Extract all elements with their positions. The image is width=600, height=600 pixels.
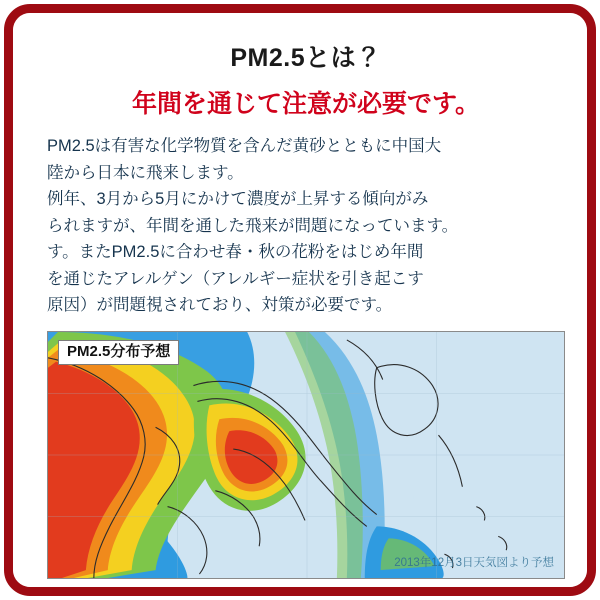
body-line: PM2.5は有害な化学物質を含んだ黄砂とともに中国大 [47,137,442,155]
poster-content [41,37,571,575]
page-title: PM2.5とは？ [230,44,382,72]
map-credit-text: 2013年12月3日天気図より予想 [394,556,554,569]
poster-border-outer [4,4,596,596]
poster-border-inner [13,13,587,587]
body-line: す。またPM2.5に合わせ春・秋の花粉をはじめ年間 [47,243,424,262]
body-line: を通じたアレルゲン（アレルギー症状を引き起こす [47,269,424,288]
map-graphic [48,332,564,578]
body-text [47,134,565,319]
body-line: られますが、年間を通した飛来が問題になっています。 [47,216,459,235]
page-subtitle: 年間を通じて注意が必要です。 [131,89,480,118]
body-line: 例年、3月から5月にかけて濃度が上昇する傾向がみ [47,190,429,209]
pm25-distribution-map [47,331,565,579]
map-title-label: PM2.5分布予想 [58,340,179,365]
body-line: 陸から日本に飛来します。 [47,163,244,182]
body-line: 原因）が問題視されており、対策が必要です。 [47,296,393,315]
